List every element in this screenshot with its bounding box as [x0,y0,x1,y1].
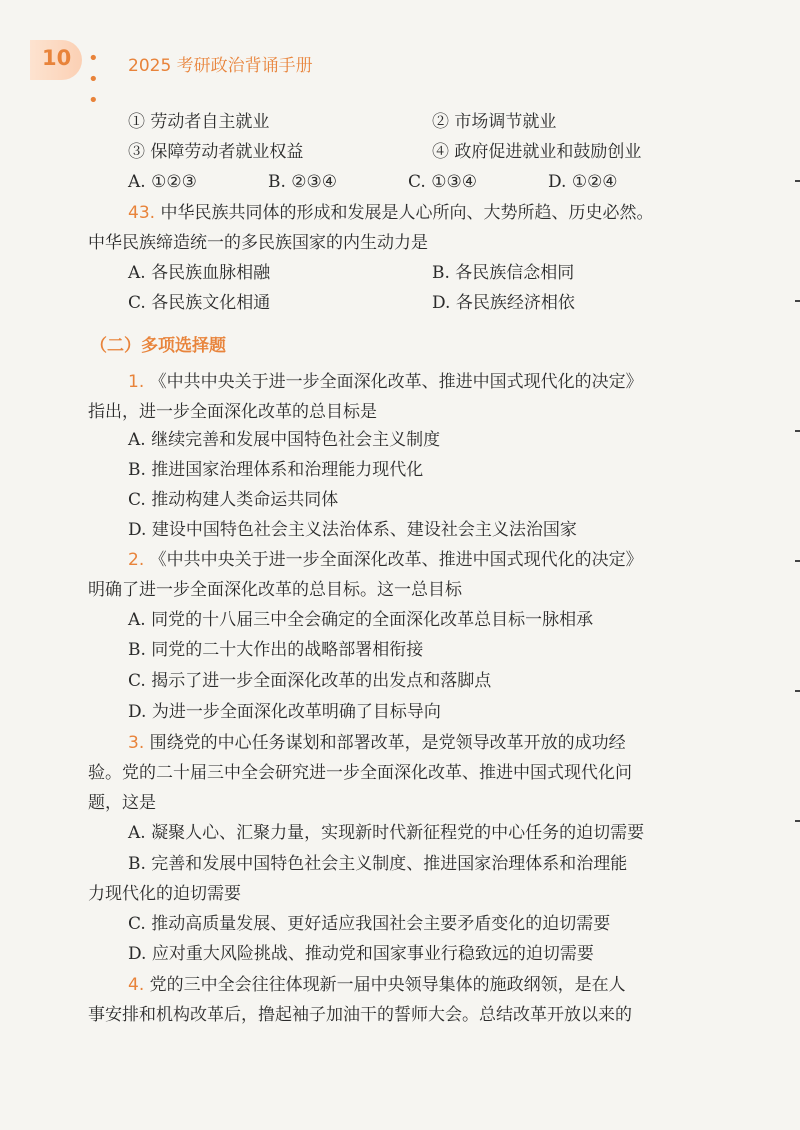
mq2-choice-c: C. 揭示了进一步全面深化改革的出发点和落脚点 [128,671,492,691]
mq1-stem-line2: 指出，进一步全面深化改革的总目标是 [88,402,377,422]
q43-stem-line1 [128,201,653,225]
mq3-stem-line3: 题，这是 [88,793,156,813]
mq2-stem-line2: 明确了进一步全面深化改革的总目标。这一总目标 [88,580,462,600]
q43-choice-d: D. 各民族经济相依 [432,293,575,313]
section-heading: （二）多项选择题 [90,336,226,356]
question-number: 1. [128,372,145,392]
mq3-stem-line1 [128,731,626,755]
mq1-choice-a: A. 继续完善和发展中国特色社会主义制度 [128,430,441,450]
q42-option-4: ④ 政府促进就业和鼓励创业 [432,142,642,162]
page-number: 10 [42,46,72,70]
q42-choice-a: A. ①②③ [128,172,197,192]
mq2-text-1: 《中共中央关于进一步全面深化改革、推进中国式现代化的决定》 [149,550,643,570]
question-number: 2. [128,550,145,570]
q43-choice-c: C. 各民族文化相通 [128,293,271,313]
q43-choice-b: B. 各民族信念相同 [432,263,575,283]
q42-option-1: ① 劳动者自主就业 [128,112,270,132]
mq3-choice-a: A. 凝聚人心、汇聚力量，实现新时代新征程党的中心任务的迫切需要 [128,823,645,843]
page-edge-mark [795,430,800,432]
header-dots: • • • [88,48,102,111]
mq3-choice-c: C. 推动高质量发展、更好适应我国社会主要矛盾变化的迫切需要 [128,914,611,934]
page-edge-mark [795,560,800,562]
q42-option-3: ③ 保障劳动者就业权益 [128,142,304,162]
mq4-stem-line2: 事安排和机构改革后，撸起袖子加油干的誓师大会。总结改革开放以来的 [88,1005,632,1025]
q42-choice-b: B. ②③④ [268,172,338,192]
q42-option-2: ② 市场调节就业 [432,112,557,132]
mq1-text-1: 《中共中央关于进一步全面深化改革、推进中国式现代化的决定》 [149,372,643,392]
mq4-stem-line1 [128,973,626,997]
mq1-choice-c: C. 推动构建人类命运共同体 [128,490,339,510]
mq3-text-1: 围绕党的中心任务谋划和部署改革，是党领导改革开放的成功经 [149,733,626,753]
q43-text-1: 中华民族共同体的形成和发展是人心所向、大势所趋、历史必然。 [160,203,654,223]
page-edge-mark [795,180,800,182]
mq4-text-1: 党的三中全会往往体现新一届中央领导集体的施政纲领，是在人 [149,975,626,995]
q43-stem-line2: 中华民族缔造统一的多民族国家的内生动力是 [88,233,428,253]
mq3-choice-b-line1: B. 完善和发展中国特色社会主义制度、推进国家治理体系和治理能 [128,854,628,874]
q42-choice-d: D. ①②④ [548,172,618,192]
mq1-choice-d: D. 建设中国特色社会主义法治体系、建设社会主义法治国家 [128,520,577,540]
question-number: 3. [128,733,145,753]
page-edge-mark [795,690,800,692]
q42-choice-c: C. ①③④ [408,172,477,192]
question-number: 4. [128,975,145,995]
book-title: 2025 考研政治背诵手册 [128,56,313,76]
mq2-choice-d: D. 为进一步全面深化改革明确了目标导向 [128,702,441,722]
mq3-stem-line2: 验。党的二十届三中全会研究进一步全面深化改革、推进中国式现代化问 [88,763,632,783]
q43-choice-a: A. 各民族血脉相融 [128,263,271,283]
mq2-choice-a: A. 同党的十八届三中全会确定的全面深化改革总目标一脉相承 [128,610,594,630]
page-edge-mark [795,820,800,822]
mq1-choice-b: B. 推进国家治理体系和治理能力现代化 [128,460,424,480]
mq2-stem-line1 [128,548,643,572]
mq1-stem-line1 [128,370,643,394]
mq3-choice-b-line2: 力现代化的迫切需要 [88,884,241,904]
question-number: 43. [128,203,156,223]
page-number-badge [30,40,82,80]
page-edge-mark [795,300,800,302]
mq2-choice-b: B. 同党的二十大作出的战略部署相衔接 [128,640,424,660]
mq3-choice-d: D. 应对重大风险挑战、推动党和国家事业行稳致远的迫切需要 [128,944,594,964]
